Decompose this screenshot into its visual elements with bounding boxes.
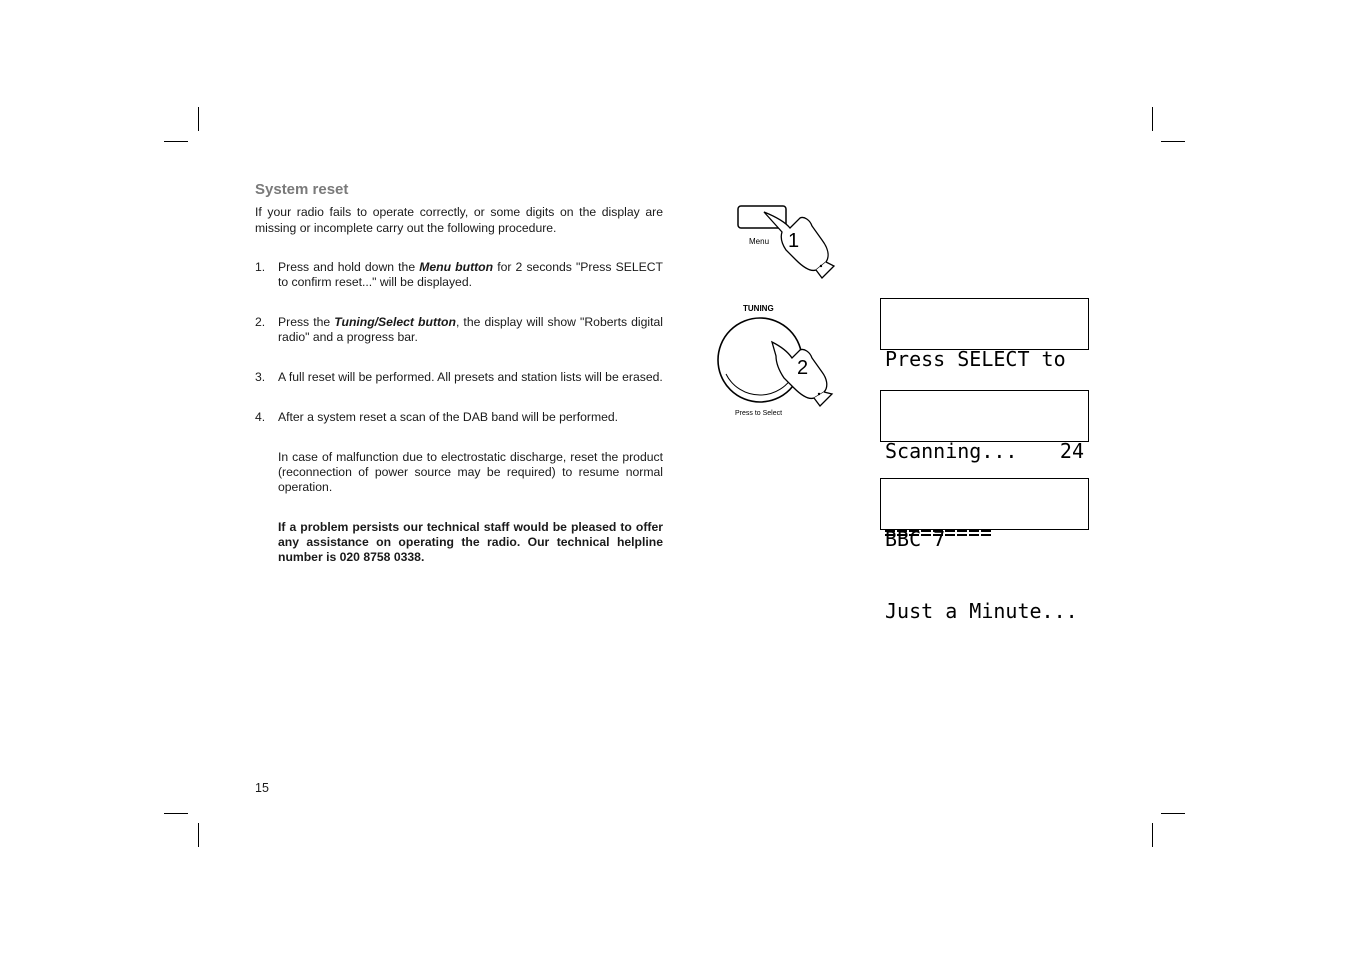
step-text: After a system reset a scan of the DAB band will be performed. — [278, 410, 619, 424]
lcd-display-reset — [880, 298, 1089, 371]
lcd-display-station — [880, 478, 1089, 623]
step-callout: 2 — [797, 357, 809, 379]
tuning-label: TUNING — [743, 304, 774, 313]
text-column — [255, 181, 663, 565]
lcd-line-1: BBC 7 — [885, 527, 946, 551]
tuning-knob-illustration — [710, 300, 850, 422]
crop-mark — [1152, 107, 1153, 131]
crop-mark — [164, 141, 188, 142]
step-4 — [255, 410, 663, 425]
menu-button-illustration — [730, 200, 845, 280]
crop-mark — [1152, 823, 1153, 847]
lcd-display-scanning — [880, 390, 1089, 463]
step-number: 3. — [255, 370, 266, 384]
step-text: A full reset will be performed. All presets and station lists will be erased. — [278, 370, 663, 384]
step-emphasis: Tuning/Select button — [334, 315, 456, 329]
step-text: Press and hold down the — [278, 260, 420, 274]
esd-note: In case of malfunction due to electrostatic discharge, reset the product (reconnection of power source may be required) to resume normal operation. — [278, 450, 663, 494]
crop-mark — [198, 823, 199, 847]
step-number: 2. — [255, 315, 266, 329]
step-text: , the display will show "Roberts digital radio" and a progress bar. — [278, 315, 663, 344]
step-emphasis: Menu button — [419, 260, 494, 274]
lcd-line-2: Just a Minute... — [885, 599, 1078, 623]
step-callout: 1 — [788, 230, 800, 252]
step-number: 1. — [255, 260, 266, 274]
step-3 — [255, 370, 663, 385]
helpline-note: If a problem persists our technical staff would be pleased to offer any assistance on operating the radio. Our technical helpline number is 020 8758 0338. — [278, 520, 663, 564]
lcd-line-1 — [885, 439, 1084, 463]
intro-paragraph: If your radio fails to operate correctly, or some digits on the display are missing or incomplete carry out the following procedure. — [255, 205, 663, 235]
step-text: for 2 seconds "Press SELECT to confirm reset..." will be displayed. — [278, 260, 663, 289]
crop-mark — [164, 813, 188, 814]
scanning-label: Scanning... — [885, 439, 1018, 463]
step-1 — [255, 260, 663, 290]
step-2 — [255, 315, 663, 345]
crop-mark — [1161, 813, 1185, 814]
crop-mark — [1161, 141, 1185, 142]
press-to-select-label: Press to Select — [735, 410, 783, 417]
scan-count: 24 — [1059, 439, 1084, 463]
crop-mark — [198, 107, 199, 131]
page-number: 15 — [255, 781, 269, 795]
section-title: System reset — [255, 181, 349, 198]
step-number: 4. — [255, 410, 266, 424]
lcd-line-1: Press SELECT to — [885, 347, 1066, 371]
step-text: Press the — [278, 315, 335, 329]
menu-button-label: Menu — [749, 237, 770, 246]
